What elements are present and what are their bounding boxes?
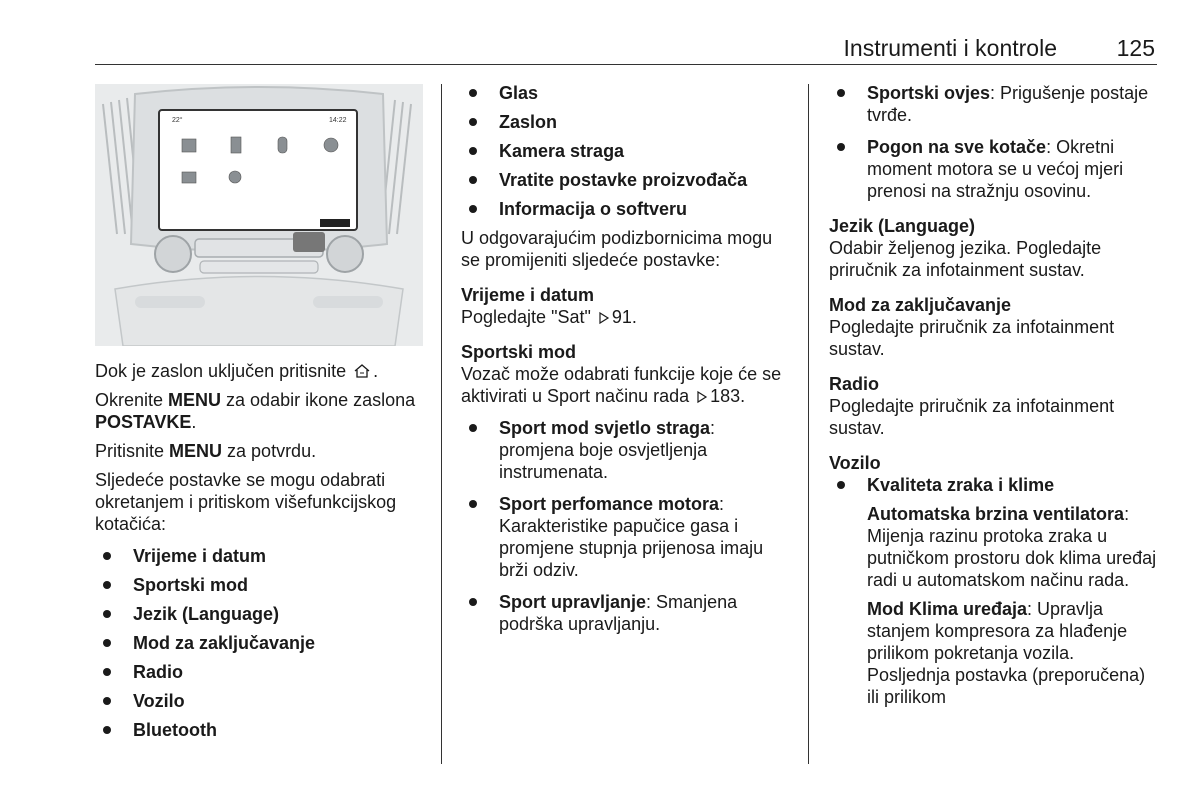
page-header	[95, 33, 1157, 65]
list-item: Vrijeme i datum	[95, 545, 423, 567]
screen-time: 14:22	[329, 117, 347, 124]
list-item: Pogon na sve kotače: Okretni moment motora se u većoj mjeri prenosi na stražnju osovinu.	[829, 136, 1159, 202]
column-2	[461, 82, 791, 645]
column-divider-right	[808, 84, 809, 764]
header-title: Instrumenti i kontrole	[843, 35, 1057, 61]
list-item: Sportski mod	[95, 574, 423, 596]
dashboard-illustration	[95, 84, 423, 346]
section-heading: Sportski mod	[461, 342, 577, 362]
paragraph-submenus: U odgovarajućim podizbornicima mogu se promijeniti sljedeće postavke:	[461, 228, 773, 270]
list-item: Sport perfomance motora: Karakteristike papučice gasa i promjene stupnja prijenosa imaju brži odziv.	[461, 493, 791, 581]
phone-icon	[231, 137, 241, 153]
section-heading: Jezik (Language)	[829, 216, 976, 236]
navigation-icon	[324, 138, 338, 152]
list-item: Kvaliteta zraka i klime	[829, 474, 1159, 496]
sub-paragraph: Mod Klima uređaja: Upravlja stanjem kompresora za hlađenje prilikom pokretanja vozila. Posljednja postavka (preporučena) ili prilikom	[867, 599, 1146, 707]
list-item: Sport mod svjetlo straga: promjena boje osvjetljenja instrumenata.	[461, 417, 791, 483]
sport-mode-list-continued	[829, 82, 1159, 202]
paragraph-press-menu: Pritisnite MENU za potvrdu.	[95, 441, 317, 461]
settings-list-continued	[461, 82, 791, 220]
list-item: Jezik (Language)	[95, 603, 423, 625]
section-heading: Radio	[829, 374, 880, 394]
section-text: Pogledajte priručnik za infotainment sustav.	[829, 396, 1115, 438]
list-item: Sportski ovjes: Prigušenje postaje tvrđe.	[829, 82, 1159, 126]
paragraph-turn-menu: Okrenite MENU za odabir ikone zaslona POSTAVKE.	[95, 390, 416, 432]
column-divider-left	[441, 84, 442, 764]
page-number: 125	[1116, 35, 1155, 61]
section-heading: Mod za zaključavanje	[829, 295, 1012, 315]
home-icon	[353, 363, 371, 379]
section-text: Pogledajte "Sat" 91.	[461, 307, 637, 327]
section-heading: Vrijeme i datum	[461, 285, 595, 305]
column-1	[95, 84, 423, 748]
list-item: Vozilo	[95, 690, 423, 712]
vehicle-sublist	[829, 503, 1159, 708]
list-item: Mod za zaključavanje	[95, 632, 423, 654]
settings-list	[95, 545, 423, 741]
audio-icon	[278, 137, 287, 153]
music-icon	[182, 139, 196, 152]
page-reference-icon	[696, 390, 708, 404]
paragraph-press-home: Dok je zaslon uključen pritisnite .	[95, 361, 379, 381]
infotainment-figure	[95, 84, 423, 346]
section-heading: Vozilo	[829, 453, 881, 473]
list-item: Zaslon	[461, 111, 791, 133]
screen-temperature: 22°	[172, 117, 183, 124]
settings-icon	[229, 171, 241, 183]
list-item: Radio	[95, 661, 423, 683]
section-text: Pogledajte priručnik za infotainment sustav.	[829, 317, 1115, 359]
list-item: Glas	[461, 82, 791, 104]
list-item: Kamera straga	[461, 140, 791, 162]
sub-paragraph: Automatska brzina ventilatora: Mijenja razinu protoka zraka u putničkom prostoru dok klima uređaj radi u automatskom načinu rada.	[867, 504, 1157, 590]
list-item: Bluetooth	[95, 719, 423, 741]
list-item: Informacija o softveru	[461, 198, 791, 220]
vehicle-list	[829, 474, 1159, 496]
page-reference-icon	[598, 311, 610, 325]
paragraph-settings-intro: Sljedeće postavke se mogu odabrati okretanjem i pritiskom višefunkcijskog kotačića:	[95, 470, 397, 534]
column-3	[829, 82, 1159, 715]
list-item: Vratite postavke proizvođača	[461, 169, 791, 191]
section-text: Vozač može odabrati funkcije koje će se aktivirati u Sport načinu rada 183.	[461, 364, 782, 406]
photo-icon	[182, 172, 196, 183]
section-text: Odabir željenog jezika. Pogledajte priručnik za infotainment sustav.	[829, 238, 1102, 280]
list-item: Sport upravljanje: Smanjena podrška upravljanju.	[461, 591, 791, 635]
sport-mode-list	[461, 417, 791, 635]
